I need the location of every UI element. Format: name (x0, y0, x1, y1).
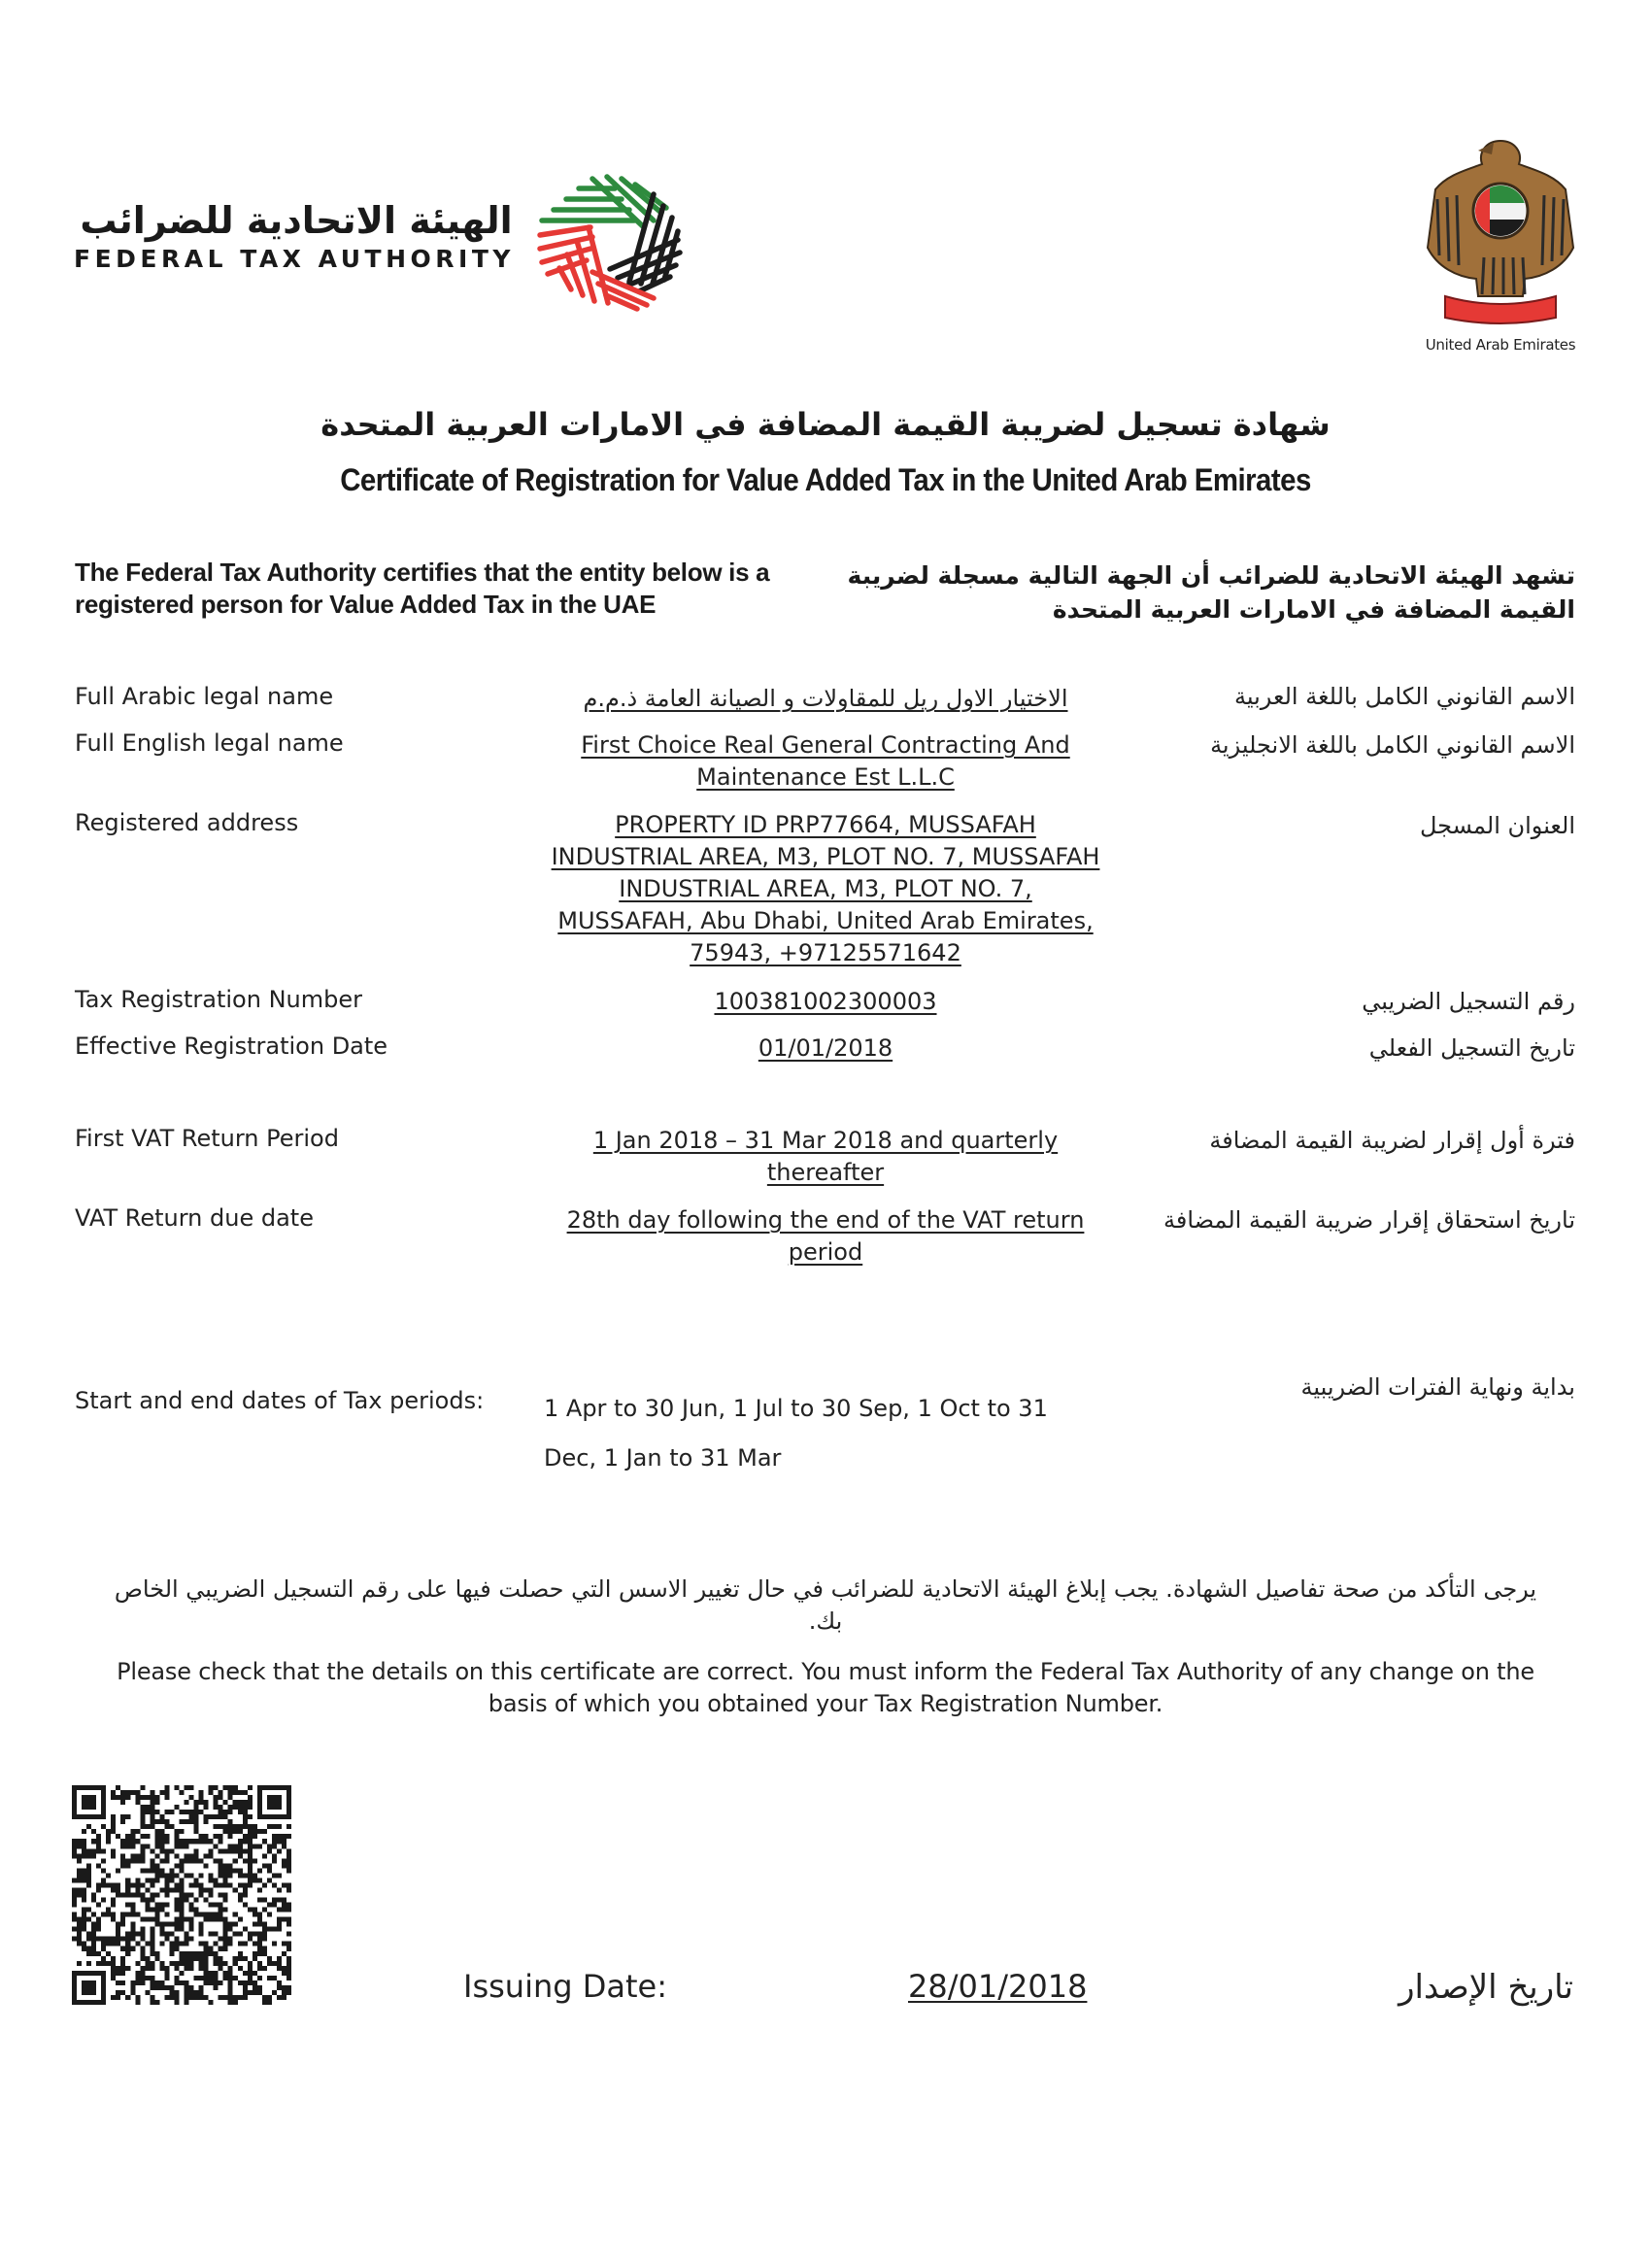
value-vat-return-due-date: 28th day following the end of the VAT return period (566, 1206, 1085, 1266)
label-arabic-legal-name-ar: الاسم القانوني الكامل باللغة العربية (1233, 683, 1575, 710)
label-tax-registration-number: Tax Registration Number (75, 986, 362, 1013)
authority-name-english: FEDERAL TAX AUTHORITY (74, 245, 515, 273)
label-tax-periods: Start and end dates of Tax periods: (75, 1387, 485, 1414)
certification-statement-arabic: تشهد الهيئة الاتحادية للضرائب أن الجهة التالية مسجلة لضريبة القيمة المضافة في الامارات العربية المتحدة (847, 561, 1575, 624)
value-arabic-legal-name: الاختيار الاول ريل للمقاولات و الصيانة العامة ذ.م.م (583, 685, 1068, 712)
label-effective-registration-date: Effective Registration Date (75, 1032, 388, 1060)
label-arabic-legal-name: Full Arabic legal name (75, 683, 334, 710)
fta-logo-icon (532, 167, 688, 313)
title-arabic: شهادة تسجيل لضريبة القيمة المضافة في الامارات العربية المتحدة (320, 406, 1331, 443)
label-tax-periods-ar: بداية ونهاية الفترات الضريبية (1300, 1373, 1575, 1401)
emblem-caption: United Arab Emirates (1425, 336, 1576, 354)
label-vat-return-due-date-ar: تاريخ استحقاق إقرار ضريبة القيمة المضافة (1163, 1206, 1575, 1234)
label-vat-return-due-date: VAT Return due date (75, 1204, 314, 1232)
value-issuing-date: 28/01/2018 (908, 1968, 1088, 2005)
uae-emblem-icon (1418, 131, 1583, 330)
notice-english: Please check that the details on this certificate are correct. You must inform the Federal Tax Authority of any change on the basis of which you obtained your Tax Registration Number. (117, 1658, 1534, 1717)
label-effective-registration-date-ar: تاريخ التسجيل الفعلي (1368, 1034, 1575, 1062)
authority-name-arabic: الهيئة الاتحادية للضرائب (80, 199, 513, 242)
label-issuing-date: Issuing Date: (463, 1968, 667, 2005)
value-first-vat-return-period: 1 Jan 2018 – 31 Mar 2018 and quarterly thereafter (592, 1127, 1059, 1186)
value-registered-address: PROPERTY ID PRP77664, MUSSAFAH INDUSTRIAL AREA, M3, PLOT NO. 7, MUSSAFAH INDUSTRIAL AREA, M3, PLOT NO. 7, MUSSAFAH, Abu Dhabi, United Arab Emirates, 75943, +97125571642 (551, 811, 1100, 966)
value-english-legal-name: First Choice Real General Contracting And Maintenance Est L.L.C (581, 731, 1070, 791)
label-english-legal-name-ar: الاسم القانوني الكامل باللغة الانجليزية (1210, 731, 1575, 759)
label-registered-address-ar: العنوان المسجل (1419, 812, 1575, 839)
notice-arabic: يرجى التأكد من صحة تفاصيل الشهادة. يجب إبلاغ الهيئة الاتحادية للضرائب في حال تغيير الاسس التي حصلت فيها على رقم التسجيل الضريبي الخاص بك. (114, 1575, 1537, 1635)
certification-statement-english: The Federal Tax Authority certifies that the entity below is a registered person for Value Added Tax in the UAE (75, 558, 770, 619)
label-first-vat-return-period: First VAT Return Period (75, 1125, 339, 1152)
label-issuing-date-ar: تاريخ الإصدار (1398, 1968, 1573, 2007)
value-effective-registration-date: 01/01/2018 (758, 1034, 893, 1062)
value-tax-periods: 1 Apr to 30 Jun, 1 Jul to 30 Sep, 1 Oct to 31 Dec, 1 Jan to 31 Mar (544, 1395, 1048, 1472)
label-registered-address: Registered address (75, 809, 299, 836)
label-first-vat-return-period-ar: فترة أول إقرار لضريبة القيمة المضافة (1209, 1127, 1575, 1154)
value-tax-registration-number: 100381002300003 (714, 988, 937, 1015)
label-tax-registration-number-ar: رقم التسجيل الضريبي (1362, 988, 1575, 1015)
label-english-legal-name: Full English legal name (75, 729, 344, 757)
title-english: Certificate of Registration for Value Added Tax in the United Arab Emirates (340, 462, 1311, 497)
qr-code (72, 1785, 291, 2005)
